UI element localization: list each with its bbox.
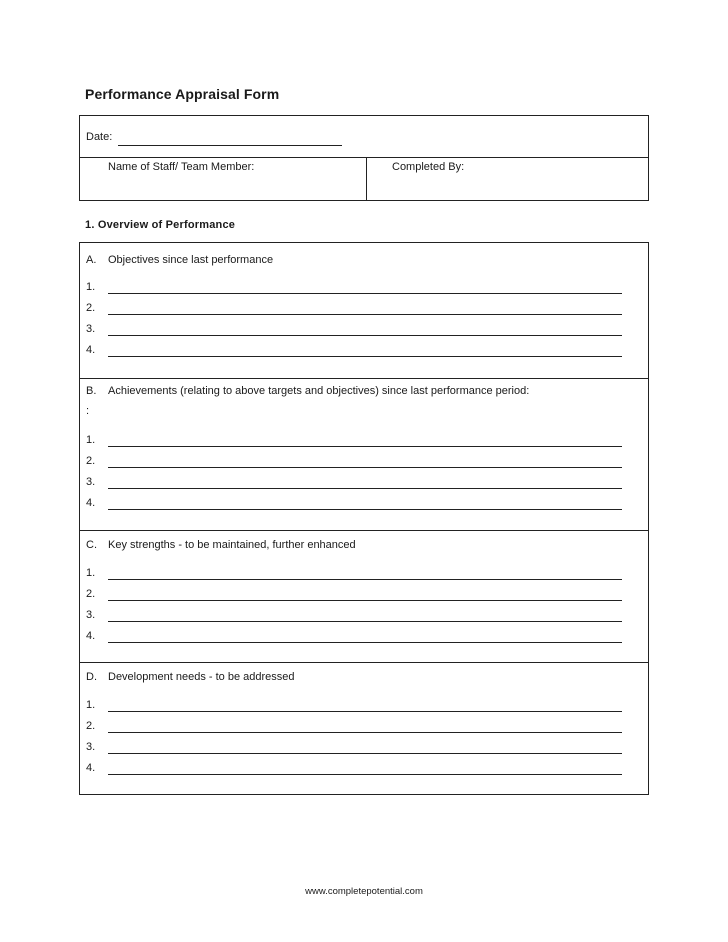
staff-label: Name of Staff/ Team Member: xyxy=(108,161,255,173)
item-number: 4. xyxy=(86,497,96,509)
item-number: 3. xyxy=(86,476,96,488)
subsection-d xyxy=(80,663,648,794)
item-number: 3. xyxy=(86,609,96,621)
subsection-title: Objectives since last performance xyxy=(108,254,274,266)
date-label: Date: xyxy=(86,131,113,143)
item-number: 1. xyxy=(86,434,96,446)
section-heading: 1. Overview of Performance xyxy=(85,219,236,231)
staff-cell xyxy=(80,157,367,200)
answer-line[interactable] xyxy=(108,446,622,447)
answer-line[interactable] xyxy=(108,335,622,336)
answer-line[interactable] xyxy=(108,600,622,601)
completed-cell xyxy=(367,157,648,200)
subsection-letter: C. xyxy=(86,539,97,551)
subsection-extra: : xyxy=(86,405,90,417)
footer-url: www.completepotential.com xyxy=(305,886,423,897)
answer-line[interactable] xyxy=(108,642,622,643)
item-number: 4. xyxy=(86,762,96,774)
overview-box xyxy=(79,242,649,795)
answer-line[interactable] xyxy=(108,314,622,315)
subsection-letter: D. xyxy=(86,671,97,683)
answer-line[interactable] xyxy=(108,774,622,775)
item-number: 1. xyxy=(86,699,96,711)
header-box xyxy=(79,115,649,201)
subsection-title: Key strengths - to be maintained, further enhanced xyxy=(108,539,356,551)
item-number: 2. xyxy=(86,588,96,600)
form-title: Performance Appraisal Form xyxy=(85,86,280,102)
item-number: 2. xyxy=(86,455,96,467)
date-row xyxy=(80,116,648,158)
subsection-letter: A. xyxy=(86,254,97,266)
item-number: 3. xyxy=(86,323,96,335)
item-number: 4. xyxy=(86,344,96,356)
answer-line[interactable] xyxy=(108,356,622,357)
item-number: 4. xyxy=(86,630,96,642)
subsection-b xyxy=(80,379,648,531)
date-field[interactable] xyxy=(118,145,342,146)
item-number: 1. xyxy=(86,567,96,579)
answer-line[interactable] xyxy=(108,732,622,733)
subsection-title: Development needs - to be addressed xyxy=(108,671,295,683)
answer-line[interactable] xyxy=(108,488,622,489)
answer-line[interactable] xyxy=(108,293,622,294)
item-number: 1. xyxy=(86,281,96,293)
answer-line[interactable] xyxy=(108,509,622,510)
answer-line[interactable] xyxy=(108,467,622,468)
completed-label: Completed By: xyxy=(392,161,465,173)
item-number: 2. xyxy=(86,720,96,732)
item-number: 2. xyxy=(86,302,96,314)
answer-line[interactable] xyxy=(108,579,622,580)
subsection-title: Achievements (relating to above targets and objectives) since last performance period: xyxy=(108,385,530,397)
item-number: 3. xyxy=(86,741,96,753)
subsection-c xyxy=(80,531,648,663)
answer-line[interactable] xyxy=(108,711,622,712)
subsection-letter: B. xyxy=(86,385,97,397)
answer-line[interactable] xyxy=(108,753,622,754)
answer-line[interactable] xyxy=(108,621,622,622)
subsection-a xyxy=(80,243,648,379)
